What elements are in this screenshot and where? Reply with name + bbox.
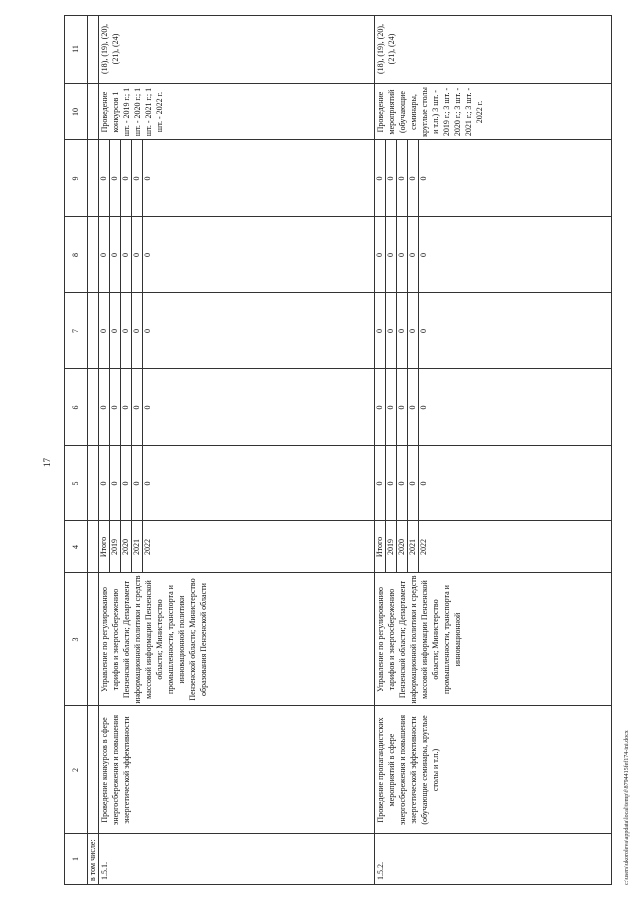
header-col-11: 11 — [71, 45, 80, 53]
value-cell: 0 — [99, 405, 108, 410]
value-cell: 0 — [419, 329, 428, 333]
value-cell: 0 — [397, 176, 406, 181]
value-cell: 0 — [110, 329, 119, 333]
value-cell: 0 — [375, 253, 384, 257]
value-cell: 0 — [386, 481, 395, 486]
value-cell: 0 — [408, 481, 417, 486]
row-1-year-2019: 2019 — [110, 539, 119, 555]
value-cell: 0 — [408, 329, 417, 333]
row-2-executors: Управление по регулированию тарифов и энергосбережению Пензенской области; Департамент информационной политики и средств массовой информации Пензенской области; Министерство промышленности, транспорта и инновационной — [376, 575, 462, 704]
header-col-1: 1 — [71, 857, 80, 861]
row-2-title: Проведение пропагандистских мероприятий в сфере энергосбережения и повышения энергетической эффективности (обучающие семинары, круглые столы и т.п.) — [376, 714, 440, 826]
value-cell: 0 — [132, 481, 141, 486]
row-2-year-2019: 2019 — [386, 539, 395, 555]
row-2-year-2021: 2021 — [408, 539, 417, 555]
header-col-6: 6 — [71, 405, 80, 410]
value-cell: 0 — [132, 405, 141, 410]
value-cell: 0 — [132, 329, 141, 333]
value-cell: 0 — [419, 253, 428, 257]
value-cell: 0 — [110, 481, 119, 486]
value-cell: 0 — [419, 176, 428, 181]
value-cell: 0 — [143, 253, 152, 257]
value-cell: 0 — [110, 253, 119, 257]
row-2-year-total: Итого — [375, 536, 384, 558]
header-col-10: 10 — [71, 108, 80, 116]
value-cell: 0 — [397, 405, 406, 410]
row-1-year-total: Итого — [99, 536, 108, 558]
program-table — [64, 15, 612, 885]
row-2-year-2022: 2022 — [419, 539, 428, 555]
section-label: в том числе: — [88, 839, 97, 881]
row-1-year-2022: 2022 — [143, 539, 152, 555]
value-cell: 0 — [132, 253, 141, 257]
value-cell: 0 — [121, 329, 130, 333]
value-cell: 0 — [386, 405, 395, 410]
value-cell: 0 — [419, 481, 428, 486]
value-cell: 0 — [397, 481, 406, 486]
header-col-4: 4 — [71, 545, 80, 549]
row-1-year-2021: 2021 — [132, 539, 141, 555]
value-cell: 0 — [143, 176, 152, 181]
footer-file-path: c:\users\ukoroleva\appdata\local\temp\f\8794415fef174-ini.docx — [624, 730, 630, 885]
value-cell: 0 — [375, 481, 384, 486]
value-cell: 0 — [375, 329, 384, 333]
value-cell: 0 — [121, 253, 130, 257]
value-cell: 0 — [408, 176, 417, 181]
header-col-5: 5 — [71, 481, 80, 486]
row-1-title: Проведение конкурсов в сфере энергосбережения и повышения энергетической эффективности — [100, 714, 131, 826]
value-cell: 0 — [143, 329, 152, 333]
row-1-refs: (18), (19), (20), (21), (24) — [100, 24, 120, 74]
row-2-number: 1.5.2. — [376, 862, 385, 880]
value-cell: 0 — [110, 405, 119, 410]
value-cell: 0 — [419, 405, 428, 410]
row-1-executors: Управление по регулированию тарифов и энергосбережению Пензенской области; Департамент информационной политики и средств массовой информации Пензенской области; Министерство промышленности, транспорта и инновационной политики Пензенской области; Министерство образования Пензенской области — [100, 575, 208, 704]
header-col-7: 7 — [71, 329, 80, 333]
value-cell: 0 — [121, 405, 130, 410]
row-2-refs: (18), (19), (20), (21), (24) — [376, 24, 396, 74]
value-cell: 0 — [386, 176, 395, 181]
header-col-8: 8 — [71, 253, 80, 257]
value-cell: 0 — [397, 329, 406, 333]
row-2-indicator: Проведение мероприятий (обучающие семинары, круглые столы и т.п.) 3 шт. - 2019 г.; 3 шт. - 2020 г.; 3 шт. - 2021 г.; 3 шт. - 2022 г. — [376, 87, 484, 137]
value-cell: 0 — [375, 405, 384, 410]
value-cell: 0 — [408, 253, 417, 257]
row-1-number: 1.5.1. — [100, 862, 109, 880]
page-number: 17 — [42, 458, 52, 467]
row-2-year-2020: 2020 — [397, 539, 406, 555]
row-1-year-2020: 2020 — [121, 539, 130, 555]
value-cell: 0 — [386, 253, 395, 257]
header-col-3: 3 — [71, 637, 80, 642]
value-cell: 0 — [143, 405, 152, 410]
value-cell: 0 — [121, 481, 130, 486]
value-cell: 0 — [375, 176, 384, 181]
value-cell: 0 — [386, 329, 395, 333]
header-col-2: 2 — [71, 768, 80, 772]
value-cell: 0 — [121, 176, 130, 181]
value-cell: 0 — [397, 253, 406, 257]
value-cell: 0 — [408, 405, 417, 410]
value-cell: 0 — [99, 253, 108, 257]
value-cell: 0 — [110, 176, 119, 181]
value-cell: 0 — [99, 176, 108, 181]
value-cell: 0 — [132, 176, 141, 181]
value-cell: 0 — [143, 481, 152, 486]
header-col-9: 9 — [71, 176, 80, 181]
value-cell: 0 — [99, 481, 108, 486]
row-1-indicator: Проведение конкурсов 1 шт. - 2019 г.; 1 шт. - 2020 г.; 1 шт. - 2021 г.; 1 шт. - 2022 г. — [100, 87, 164, 137]
value-cell: 0 — [99, 329, 108, 333]
